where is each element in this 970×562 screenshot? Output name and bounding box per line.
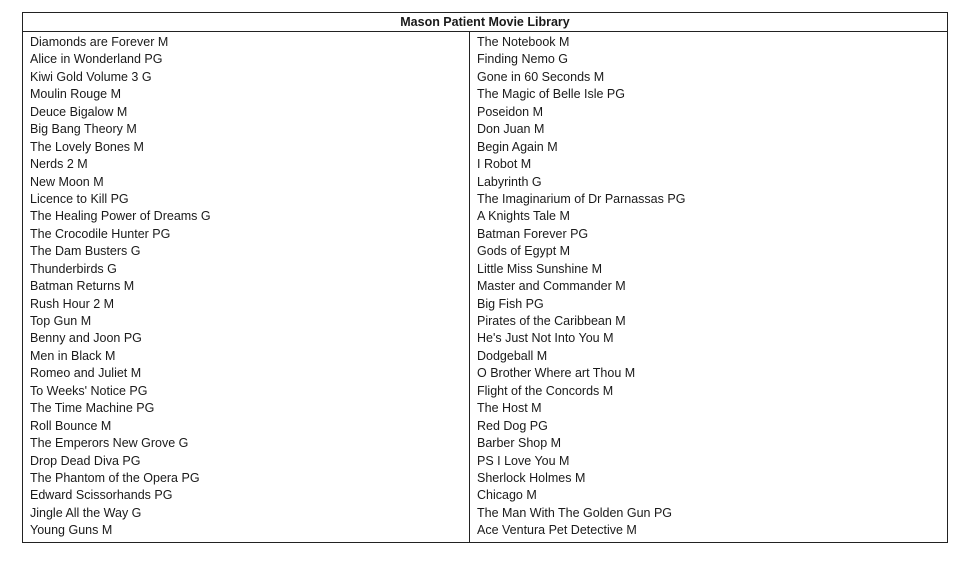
list-item: Sherlock Holmes M (477, 470, 586, 485)
list-item: Big Fish PG (477, 296, 544, 311)
list-item: Rush Hour 2 M (30, 296, 115, 311)
list-item: Dodgeball M (477, 348, 548, 363)
list-item: Batman Forever PG (477, 226, 589, 241)
list-item: Gods of Egypt M (477, 244, 571, 259)
list-item: Pirates of the Caribbean M (477, 314, 626, 328)
list-item: Benny and Joon PG (30, 331, 142, 346)
right-column (470, 32, 947, 542)
list-item: Red Dog PG (477, 418, 548, 433)
list-item: Diamonds are Forever M (30, 35, 169, 49)
list-item: Edward Scissorhands PG (30, 488, 173, 503)
list-item: The Imaginarium of Dr Parnassas PG (477, 191, 686, 206)
list-item: Begin Again M (477, 139, 558, 154)
list-item: New Moon M (30, 174, 104, 189)
list-item: The Crocodile Hunter PG (30, 226, 171, 241)
list-item: The Healing Power of Dreams G (30, 209, 211, 224)
list-item: Thunderbirds G (30, 261, 117, 276)
list-item: Kiwi Gold Volume 3 G (30, 69, 152, 84)
list-item: The Phantom of the Opera PG (30, 470, 200, 485)
list-item: To Weeks' Notice PG (30, 383, 148, 398)
list-item: Young Guns M (30, 523, 113, 538)
list-item: The Man With The Golden Gun PG (477, 505, 673, 520)
list-item: The Emperors New Grove G (30, 436, 189, 451)
movie-library-table (22, 12, 948, 543)
table-title: Mason Patient Movie Library (23, 13, 947, 32)
list-item: The Time Machine PG (30, 401, 155, 416)
list-item: Drop Dead Diva PG (30, 453, 141, 468)
list-item: Top Gun M (30, 314, 92, 328)
list-item: Roll Bounce M (30, 418, 112, 433)
list-item: He's Just Not Into You M (477, 331, 614, 346)
list-item: Finding Nemo G (477, 52, 569, 67)
list-item: Deuce Bigalow M (30, 104, 128, 119)
list-item: Flight of the Concords M (477, 383, 614, 398)
list-item: The Magic of Belle Isle PG (477, 87, 625, 102)
list-item: Ace Ventura Pet Detective M (477, 523, 637, 538)
list-item: Little Miss Sunshine M (477, 261, 603, 276)
list-item: Don Juan M (477, 122, 545, 137)
list-item: PS I Love You M (477, 453, 570, 468)
list-item: Alice in Wonderland PG (30, 52, 163, 67)
list-item: Master and Commander M (477, 279, 626, 294)
list-item: Barber Shop M (477, 436, 562, 451)
list-item: Nerds 2 M (30, 157, 88, 172)
list-item: O Brother Where art Thou M (477, 366, 636, 381)
list-item: Romeo and Juliet M (30, 366, 142, 381)
list-item: I Robot M (477, 157, 532, 172)
list-item: The Lovely Bones M (30, 139, 144, 154)
list-item: Chicago M (477, 488, 537, 503)
list-item: Jingle All the Way G (30, 505, 142, 520)
list-item: Licence to Kill PG (30, 191, 129, 206)
list-item: A Knights Tale M (477, 209, 570, 224)
list-item: The Dam Busters G (30, 244, 141, 259)
list-item: The Notebook M (477, 35, 570, 49)
list-item: Big Bang Theory M (30, 122, 137, 137)
left-column (23, 32, 470, 542)
list-item: Men in Black M (30, 348, 116, 363)
list-item: Gone in 60 Seconds M (477, 69, 605, 84)
list-item: Moulin Rouge M (30, 87, 122, 102)
list-item: Labyrinth G (477, 174, 542, 189)
list-item: The Host M (477, 401, 542, 416)
list-item: Batman Returns M (30, 279, 135, 294)
table-columns (23, 32, 947, 542)
list-item: Poseidon M (477, 104, 544, 119)
